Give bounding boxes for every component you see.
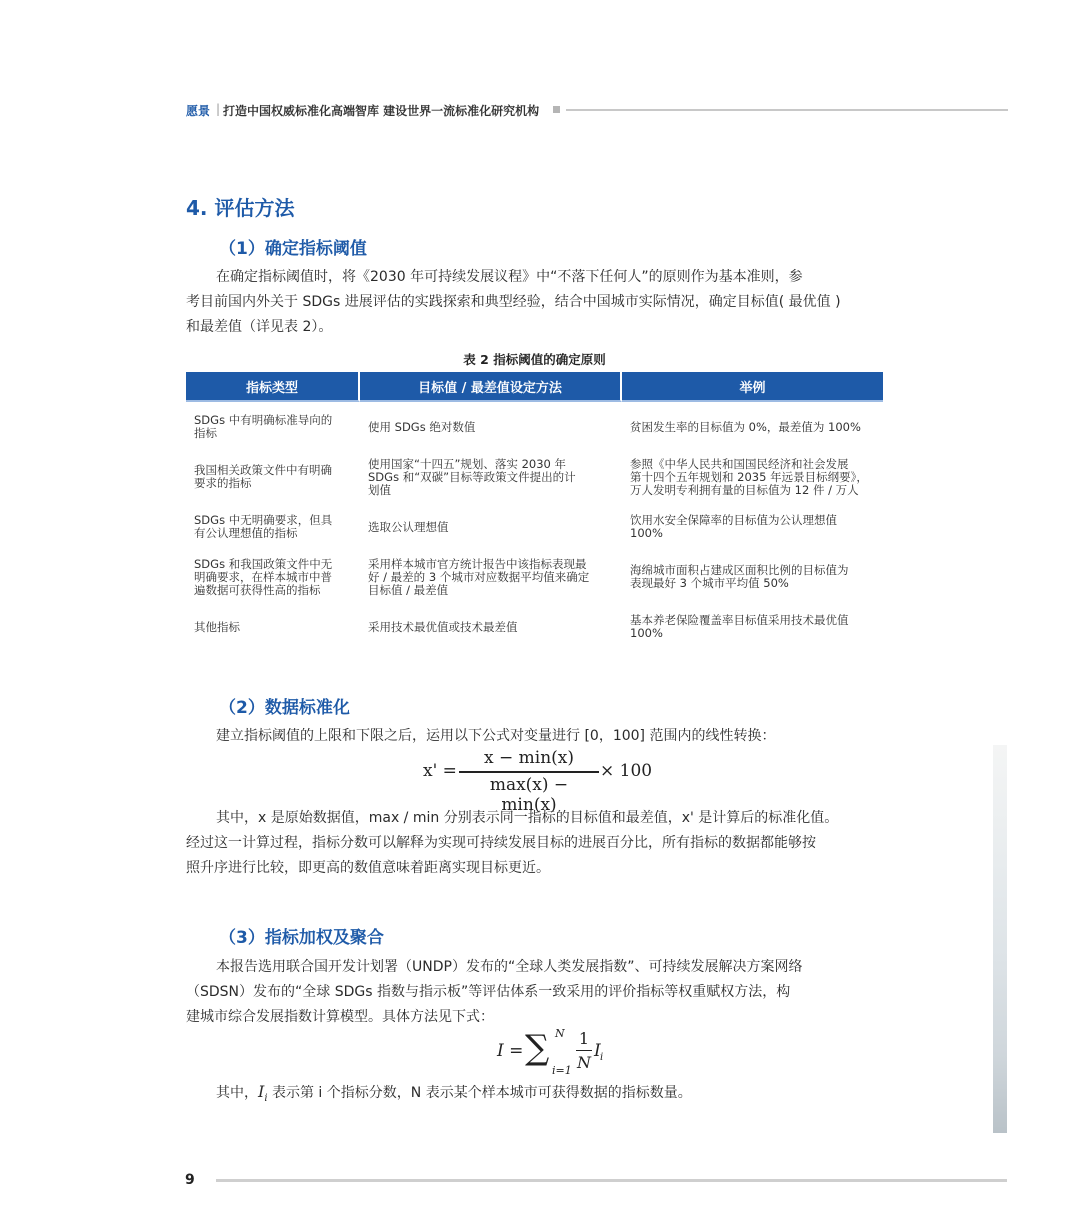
table-cell bbox=[622, 502, 883, 552]
cell-line: 划值 bbox=[368, 482, 391, 497]
sum-lower-limit: i=1 bbox=[552, 1064, 572, 1077]
subsection-2-intro bbox=[186, 724, 886, 749]
table-header-cell: 目标值 / 最差值设定方法 bbox=[360, 372, 622, 402]
cell-line: 遍数据可获得性高的指标 bbox=[194, 582, 321, 597]
cell-line: 参照《中华人民共和国国民经济和社会发展 bbox=[630, 456, 849, 471]
sum-symbol: ∑ bbox=[525, 1028, 550, 1068]
cell-line: 100% bbox=[630, 526, 663, 540]
paragraph-line: 考目前国内外关于 SDGs 进展评估的实践探索和典型经验，结合中国城市实际情况，确定目标值( 最优值 ) bbox=[186, 294, 841, 310]
formula-term: I bbox=[594, 1041, 601, 1061]
note-variable: I bbox=[258, 1082, 265, 1101]
cell-line: 饮用水安全保障率的目标值为公认理想值 bbox=[630, 513, 837, 527]
subsection-3-note bbox=[186, 1079, 886, 1104]
table-row bbox=[186, 502, 883, 552]
table-cell bbox=[186, 602, 360, 652]
table-cell bbox=[622, 602, 883, 652]
table-cell bbox=[360, 502, 622, 552]
paragraph-line: 照升序进行比较，即更高的数值意味着距离实现目标更近。 bbox=[186, 860, 550, 876]
paragraph-line: （SDSN）发布的“全球 SDGs 指数与指示板”等评估体系一致采用的评价指标等权重赋权方法，构 bbox=[186, 984, 791, 1000]
note-suffix: 表示第 i 个指标分数，N 表示某个样本城市可获得数据的指标数量。 bbox=[267, 1085, 692, 1101]
cell-line: 目标值 / 最差值 bbox=[368, 582, 449, 597]
table-cell bbox=[186, 402, 360, 452]
paragraph-line: 经过这一计算过程，指标分数可以解释为实现可持续发展目标的进展百分比，所有指标的数据都能够按 bbox=[186, 835, 816, 851]
cell-line: 万人发明专利拥有量的目标值为 12 件 / 万人 bbox=[630, 482, 859, 497]
cell-line: 使用 SDGs 绝对数值 bbox=[368, 419, 476, 434]
subsection-1-paragraph bbox=[186, 265, 886, 340]
cell-line: 有公认理想值的指标 bbox=[194, 526, 298, 540]
side-photo-strip bbox=[993, 745, 1007, 1133]
subsection-2-title: （2）数据标准化 bbox=[219, 698, 350, 718]
table-row bbox=[186, 602, 883, 652]
cell-line: 选取公认理想值 bbox=[368, 519, 449, 534]
paragraph-line: 在确定指标阈值时，将《2030 年可持续发展议程》中“不落下任何人”的原则作为基本准则，参 bbox=[216, 269, 803, 285]
subsection-2-paragraph bbox=[186, 806, 886, 881]
cell-line: 指标 bbox=[194, 426, 217, 440]
cell-line: 表现最好 3 个城市平均值 50% bbox=[630, 576, 789, 590]
table-cell bbox=[186, 502, 360, 552]
formula-numerator: 1 bbox=[578, 1029, 590, 1048]
cell-line: 贫困发生率的目标值为 0%，最差值为 100% bbox=[630, 419, 861, 434]
table-cell bbox=[186, 552, 360, 602]
header-square-marker bbox=[553, 106, 560, 113]
paragraph-line bbox=[186, 1079, 886, 1104]
cell-line: 采用技术最优值或技术最差值 bbox=[368, 619, 518, 634]
note-variable-subscript: i bbox=[264, 1092, 268, 1104]
formula-tail: × 100 bbox=[600, 761, 653, 781]
table-cell bbox=[622, 452, 883, 502]
paragraph-line: 本报告选用联合国开发计划署（UNDP）发布的“全球人类发展指数”、可持续发展解决方案网络 bbox=[216, 959, 803, 975]
sum-upper-limit: N bbox=[555, 1027, 565, 1040]
fraction-bar bbox=[576, 1050, 592, 1051]
table-cell bbox=[360, 452, 622, 502]
paragraph-line: 建城市综合发展指数计算模型。具体方法见下式： bbox=[186, 1009, 494, 1025]
table-row bbox=[186, 552, 883, 602]
header-separator: | bbox=[216, 102, 221, 116]
formula-numerator: x − min(x) bbox=[484, 748, 574, 768]
footer-rule bbox=[216, 1179, 1007, 1182]
formula-term-subscript: i bbox=[600, 1052, 604, 1063]
cell-line: SDGs 中无明确要求，但具 bbox=[194, 513, 333, 527]
paragraph-line: 和最差值（详见表 2）。 bbox=[186, 319, 333, 335]
table-row bbox=[186, 402, 883, 452]
header-brand: 愿景 bbox=[186, 104, 211, 118]
cell-line: 使用国家“十四五”规划、落实 2030 年 bbox=[368, 456, 566, 471]
header-tagline: 打造中国权威标准化高端智库 建设世界一流标准化研究机构 bbox=[223, 104, 540, 118]
table-cell bbox=[360, 552, 622, 602]
subsection-3-title: （3）指标加权及聚合 bbox=[219, 928, 384, 948]
cell-line: SDGs 中有明确标准导向的 bbox=[194, 413, 333, 427]
cell-line: 我国相关政策文件中有明确 bbox=[194, 463, 332, 477]
formula-denominator: N bbox=[577, 1053, 591, 1072]
subsection-3-paragraph bbox=[186, 955, 886, 1030]
cell-line: 基本养老保险覆盖率目标值采用技术最优值 bbox=[630, 613, 849, 627]
table-cell bbox=[622, 402, 883, 452]
cell-line: 其他指标 bbox=[194, 619, 240, 634]
paragraph-line: 其中，x 是原始数据值，max / min 分别表示同一指标的目标值和最差值，x' 是计算后的标准化值。 bbox=[216, 810, 839, 826]
formula-lhs: x' = bbox=[423, 761, 457, 781]
cell-line: 明确要求，在样本城市中普 bbox=[194, 569, 332, 584]
cell-line: 好 / 最差的 3 个城市对应数据平均值来确定 bbox=[368, 569, 590, 584]
cell-line: SDGs 和“双碳”目标等政策文件提出的计 bbox=[368, 469, 576, 484]
formula-lhs: I = bbox=[497, 1041, 524, 1061]
running-header bbox=[186, 101, 1008, 121]
note-prefix: 其中， bbox=[216, 1085, 258, 1101]
threshold-table bbox=[186, 372, 883, 652]
header-rule bbox=[566, 109, 1008, 111]
cell-line: 100% bbox=[630, 626, 663, 640]
cell-line: SDGs 和我国政策文件中无 bbox=[194, 556, 333, 571]
table-cell bbox=[622, 552, 883, 602]
cell-line: 第十四个五年规划和 2035 年远景目标纲要》， bbox=[630, 469, 868, 484]
table-cell bbox=[186, 452, 360, 502]
cell-line: 海绵城市面积占建成区面积比例的目标值为 bbox=[630, 563, 849, 577]
paragraph-line: 建立指标阈值的上限和下限之后，运用以下公式对变量进行 [0，100] 范围内的线性转换： bbox=[216, 728, 776, 744]
fraction-bar bbox=[459, 771, 599, 773]
table-row bbox=[186, 452, 883, 502]
subsection-1-title: （1）确定指标阈值 bbox=[219, 239, 367, 259]
formula-denominator: max(x) − min(x) bbox=[489, 775, 569, 815]
page-number: 9 bbox=[185, 1172, 195, 1188]
table-cell bbox=[360, 402, 622, 452]
section-title: 4. 评估方法 bbox=[186, 196, 295, 220]
cell-line: 要求的指标 bbox=[194, 476, 252, 490]
cell-line: 采用样本城市官方统计报告中该指标表现最 bbox=[368, 556, 587, 571]
table-cell bbox=[360, 602, 622, 652]
table-header-cell: 指标类型 bbox=[186, 372, 360, 402]
table-header-cell: 举例 bbox=[622, 372, 883, 402]
table-header-row bbox=[186, 372, 883, 402]
table-caption: 表 2 指标阈值的确定原则 bbox=[463, 352, 606, 367]
